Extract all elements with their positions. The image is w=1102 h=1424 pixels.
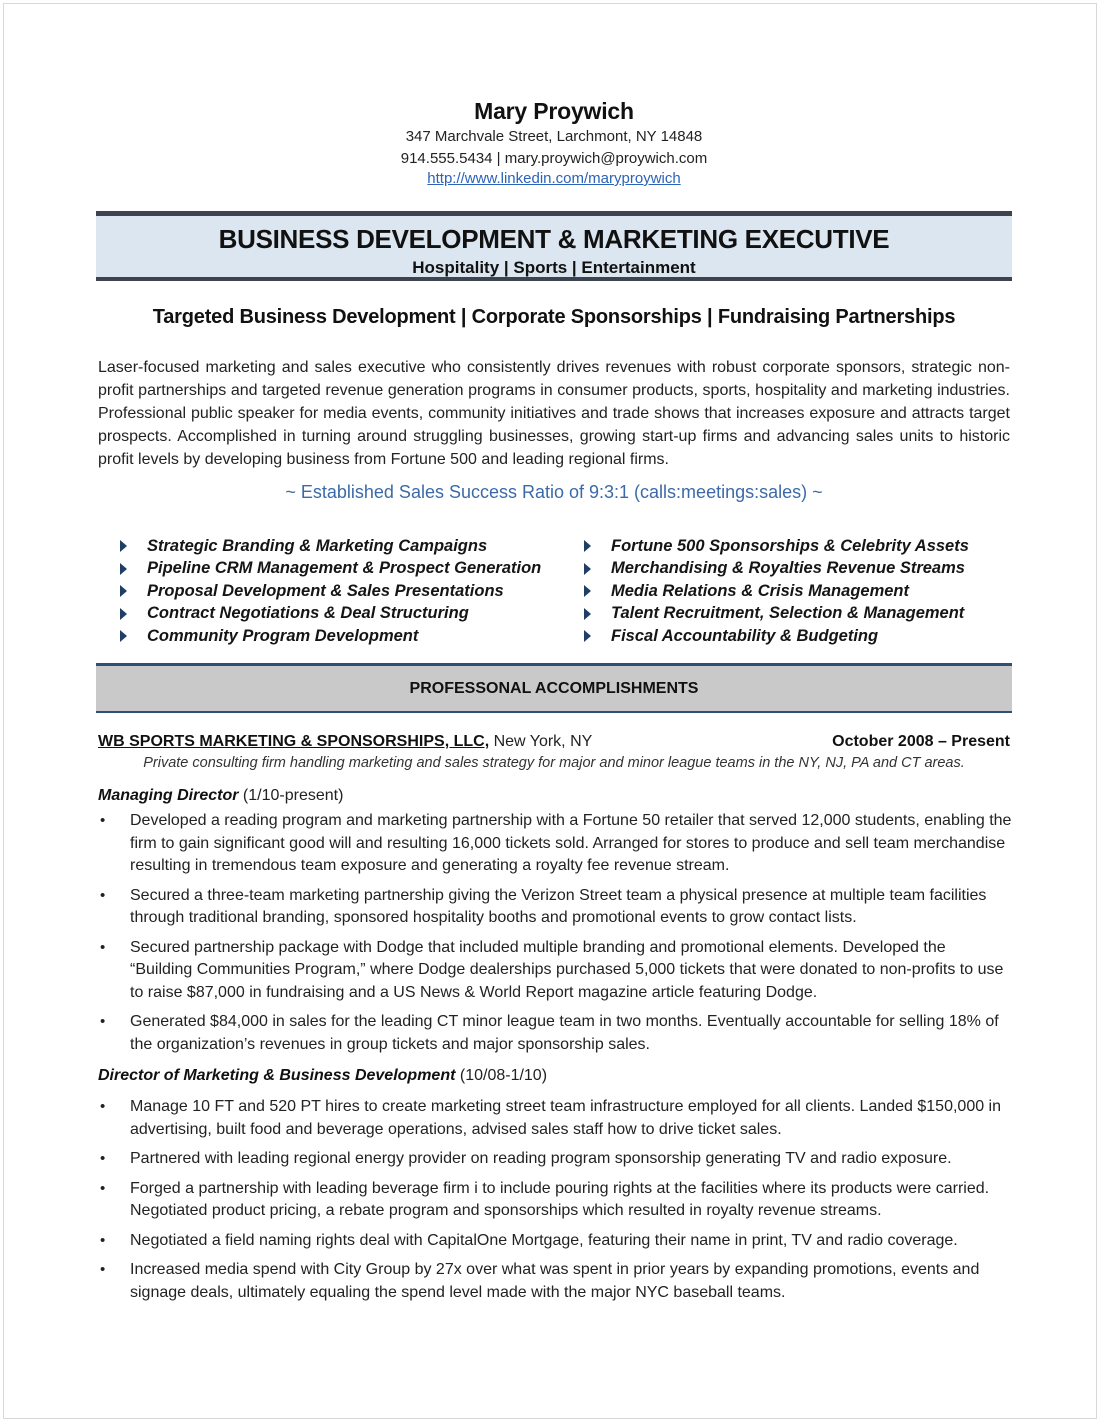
accomplishment-list [96, 810, 1012, 1063]
role-title: Director of Marketing & Business Development [98, 1067, 456, 1084]
bullet-icon: • [100, 938, 106, 956]
list-item: • Secured partnership package with Dodge that included multiple branding and promotional elements. Developed the “Building Communities Program,” where Dodge dealerships purchased 5,000 tickets that were donated to non-profits to use to raise $87,000 in fundraising and a US News & World Report magazine article featuring Dodge. [100, 938, 1004, 1001]
skill-item: Strategic Branding & Marketing Campaigns [120, 535, 541, 558]
bullet-icon: • [100, 812, 106, 829]
skills-column-left [120, 535, 541, 648]
skill-item: Pipeline CRM Management & Prospect Generation [120, 558, 541, 581]
title-banner [96, 211, 1012, 281]
triangle-bullet-icon [120, 585, 127, 597]
list-item: • Generated $84,000 in sales for the leading CT minor league team in two months. Eventually accountable for selling 18% of the organization’s revenues in group tickets and major sponsorship sales. [100, 1013, 999, 1053]
linkedin-line [96, 170, 1012, 187]
skill-item: Talent Recruitment, Selection & Management [584, 603, 969, 626]
sales-ratio: ~ Established Sales Success Ratio of 9:3:1 (calls:meetings:sales) ~ [285, 482, 823, 502]
role-period: (1/10-present) [238, 787, 344, 804]
skills-column-right [584, 535, 969, 648]
list-item: • Partnered with leading regional energy provider on reading program sponsorship generating TV and radio exposure. [96, 1148, 1012, 1171]
company-description: Private consulting firm handling marketing and sales strategy for major and minor league teams in the NY, NJ, PA and CT areas. [143, 755, 965, 771]
skill-item: Fortune 500 Sponsorships & Celebrity Assets [584, 535, 969, 558]
bullet-icon: • [100, 1098, 106, 1115]
role-heading [98, 1067, 547, 1085]
triangle-bullet-icon [120, 630, 127, 642]
company-location: New York, NY [489, 733, 593, 750]
summary-paragraph: Laser-focused marketing and sales executive who consistently drives revenues with robust corporate sponsors, strategic non-profit partnerships and targeted revenue generation programs in consumer products, sports, hospitality and marketing industries. Professional public speaker for media events, community initiatives and trade shows that increases exposure and attracts target prospects. Accomplished in turning around struggling businesses, growing start-up firms and advancing sales units to historic profit levels by developing business from Fortune 500 and leading regional firms. [98, 359, 1010, 468]
skill-item: Proposal Development & Sales Presentations [120, 580, 541, 603]
triangle-bullet-icon [120, 608, 127, 620]
banner-subtitle: Hospitality | Sports | Entertainment [412, 258, 696, 277]
triangle-bullet-icon [584, 608, 591, 620]
bullet-icon: • [100, 1179, 106, 1197]
bullet-icon: • [100, 1231, 106, 1249]
address: 347 Marchvale Street, Larchmont, NY 14848 [405, 128, 703, 145]
triangle-bullet-icon [120, 563, 127, 575]
banner-title: BUSINESS DEVELOPMENT & MARKETING EXECUTIVE [218, 224, 890, 254]
skill-item: Media Relations & Crisis Management [584, 580, 969, 603]
employer-line [98, 733, 1010, 751]
section-title: PROFESSONAL ACCOMPLISHMENTS [409, 680, 699, 697]
employment-dates: October 2008 – Present [832, 733, 1010, 750]
triangle-bullet-icon [584, 585, 591, 597]
triangle-bullet-icon [584, 630, 591, 642]
list-item: • Secured a three-team marketing partnership giving the Verizon Street team a physical presence at multiple team facilities through traditional branding, sponsored hospitality booths and promotional events to grow contact lists. [100, 886, 987, 926]
triangle-bullet-icon [584, 563, 591, 575]
bullet-icon: • [100, 1013, 106, 1030]
list-item: • Forged a partnership with leading beverage firm i to include pouring rights at the facilities where its products were carried. Negotiated product pricing, a rebate program and sponsorships which resulted in royalty revenue streams. [100, 1179, 990, 1219]
skill-item: Community Program Development [120, 625, 541, 648]
triangle-bullet-icon [584, 540, 591, 552]
phone-email: 914.555.5434 | mary.proywich@proywich.com [400, 150, 708, 167]
bullet-icon: • [100, 1150, 106, 1167]
linkedin-link[interactable]: http://www.linkedin.com/maryproywich [427, 170, 681, 187]
list-item: • Negotiated a field naming rights deal with CapitalOne Mortgage, featuring their name in print, TV and radio coverage. [96, 1230, 1012, 1253]
role-period: (10/08-1/10) [455, 1067, 548, 1084]
bullet-icon: • [100, 1261, 106, 1278]
section-header [96, 663, 1012, 713]
list-item: • Manage 10 FT and 520 PT hires to create marketing street team infrastructure employed for all clients. Landed $150,000 in advertising, built food and beverage operations, advised sales staff how to drive ticket sales. [100, 1098, 1002, 1138]
list-item: • Increased media spend with City Group by 27x over what was spent in prior years by expanding promotions, events and signage deals, ultimately equaling the spend level made with the major NYC baseball teams. [100, 1261, 980, 1301]
skill-item: Contract Negotiations & Deal Structuring [120, 603, 541, 626]
resume-page [3, 3, 1097, 1419]
accomplishment-list [96, 1096, 1012, 1311]
skill-item: Merchandising & Royalties Revenue Streams [584, 558, 969, 581]
skill-item: Fiscal Accountability & Budgeting [584, 625, 969, 648]
triangle-bullet-icon [120, 540, 127, 552]
focus-areas: Targeted Business Development | Corporate Sponsorships | Fundraising Partnerships [152, 306, 956, 328]
list-item: • Developed a reading program and marketing partnership with a Fortune 50 retailer that served 12,000 students, enabling the firm to gain significant good will and resulting 16,000 tickets sold. Arranged for stores to produce and sell team merchandise resulting in tremendous team exposure and generating a royalty fee revenue stream. [100, 812, 1012, 874]
bullet-icon: • [100, 886, 106, 904]
role-title: Managing Director [98, 787, 239, 804]
company-name: WB SPORTS MARKETING & SPONSORSHIPS, LLC, [98, 733, 490, 750]
role-heading [98, 787, 343, 805]
candidate-name: Mary Proywich [474, 98, 634, 124]
